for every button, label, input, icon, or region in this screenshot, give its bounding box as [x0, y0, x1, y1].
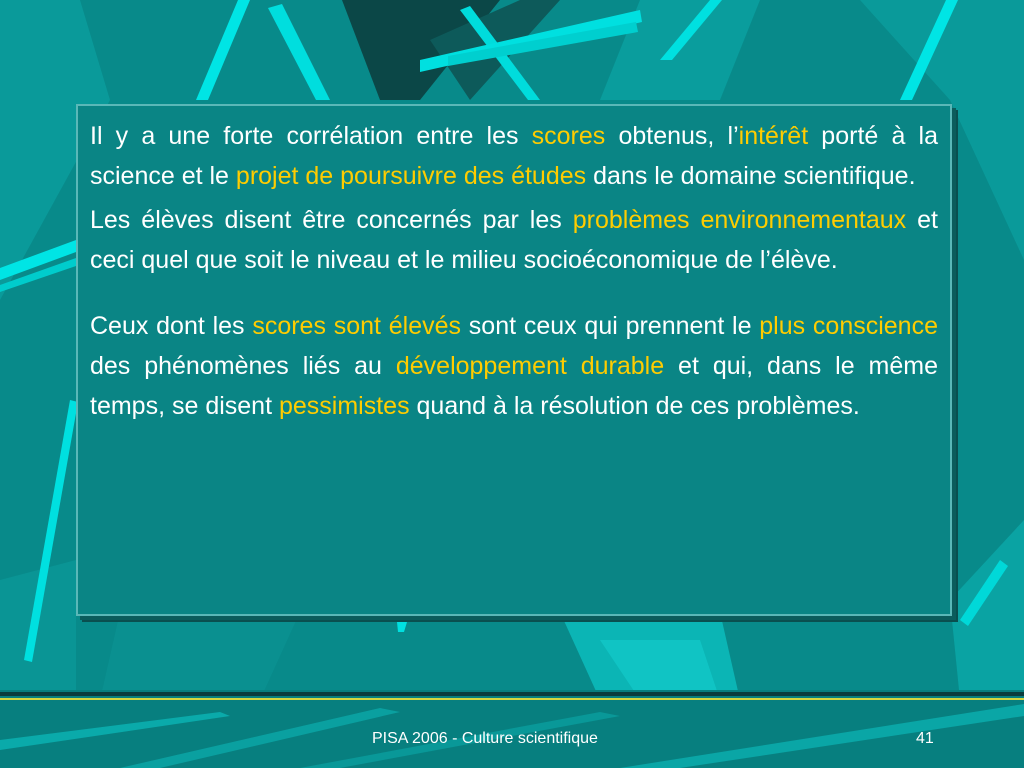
- p1-seg-6: dans le domaine scientifique.: [586, 162, 916, 190]
- p1-seg-0: Il y a une forte corrélation entre les: [90, 122, 532, 150]
- p1-seg-2: obtenus, l’: [605, 122, 739, 150]
- paragraph-1: [90, 116, 938, 196]
- p3-hl-scores-eleves: scores sont élevés: [252, 312, 462, 340]
- p2-seg-0: Les élèves disent être concernés par les: [90, 206, 573, 234]
- p1-hl-scores: scores: [531, 122, 606, 150]
- p2-hl-problemes: problèmes environnementaux: [572, 206, 907, 234]
- p1-hl-projet: projet de poursuivre des études: [235, 162, 587, 190]
- p3-hl-plus-conscience: plus conscience: [759, 312, 938, 340]
- p3-seg-6: et qui, dans le même temps, se disent: [90, 352, 939, 420]
- p3-seg-4: des phénomènes liés au: [90, 352, 396, 380]
- p3-hl-developpement: développement durable: [395, 352, 665, 380]
- content-textbox: [76, 104, 952, 616]
- p2-seg-2: et ceci quel que soit le niveau et le milieu socioéconomique de l’élève.: [90, 206, 938, 274]
- footer-title: PISA 2006 - Culture scientifique: [372, 730, 598, 747]
- paragraph-2: [90, 200, 938, 280]
- paragraph-3: [90, 306, 938, 426]
- page-number: 41: [916, 730, 934, 747]
- p3-seg-8: quand à la résolution de ces problèmes.: [409, 392, 860, 420]
- p1-hl-interet: intérêt: [738, 122, 809, 150]
- p3-seg-0: Ceux dont les: [90, 312, 253, 340]
- p1-seg-4: porté à la science et le: [90, 122, 938, 190]
- p3-seg-2: sont ceux qui prennent le: [461, 312, 760, 340]
- p3-hl-pessimistes: pessimistes: [278, 392, 410, 420]
